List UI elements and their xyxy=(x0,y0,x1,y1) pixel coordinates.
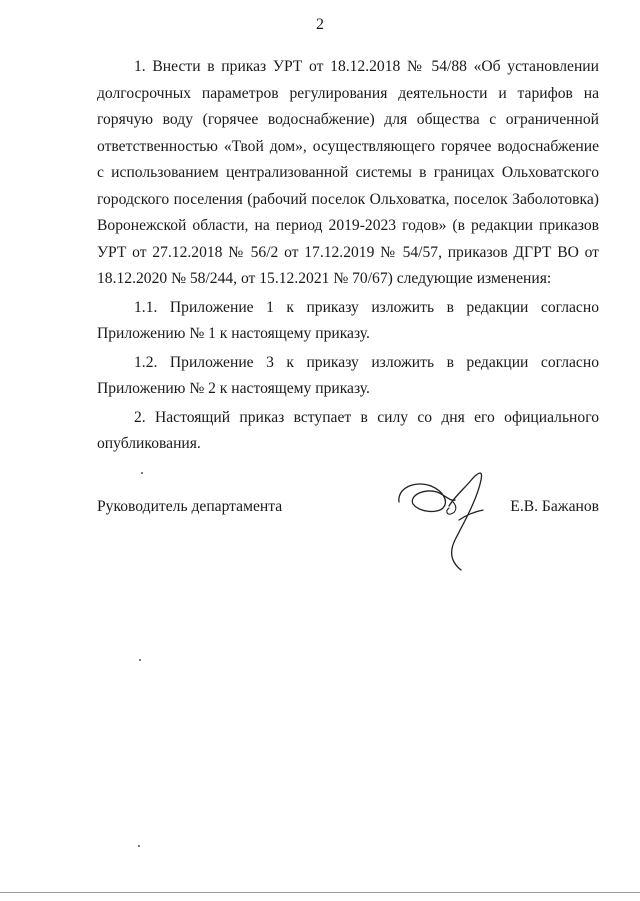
scan-speck xyxy=(138,845,140,847)
paragraph-1-1-appendix-1: 1.1. Приложение 1 к приказу изложить в редакции согласно Приложению № 1 к настоящему приказу. xyxy=(97,298,599,342)
document-body xyxy=(97,54,599,458)
scan-speck xyxy=(141,472,143,474)
signer-position: Руководитель департамента xyxy=(97,498,283,515)
paragraph-2-effective-date: 2. Настоящий приказ вступает в силу со дня его официального опубликования. xyxy=(97,408,599,452)
handwritten-signature xyxy=(393,466,498,576)
scan-speck xyxy=(139,659,141,661)
paragraph-1-amendment: 1. Внести в приказ УРТ от 18.12.2018 № 54/88 «Об установлении долгосрочных параметров регулирования деятельности и тарифов на горячую воду (горячее водоснабжение) для общества с ограниченной ответственностью «Твой дом», осуществляющего горячее водоснабжение с использованием централизованной системы в границах Ольховатского городского поселения (рабочий поселок Ольховатка, поселок Заболотовка) Воронежской области, на период 2019-2023 годов» (в редакции приказов УРТ от 27.12.2018 № 56/2 от 17.12.2019 № 54/57, приказов ДГРТ ВО от 18.12.2020 № 58/244, от 15.12.2021 № 70/67) следующие изменения: xyxy=(97,58,599,287)
page-number: 2 xyxy=(316,16,324,33)
page-bottom-edge xyxy=(0,892,640,893)
signer-name: Е.В. Бажанов xyxy=(510,498,599,515)
paragraph-1-2-appendix-3: 1.2. Приложение 3 к приказу изложить в редакции согласно Приложению № 2 к настоящему приказу. xyxy=(97,353,599,397)
